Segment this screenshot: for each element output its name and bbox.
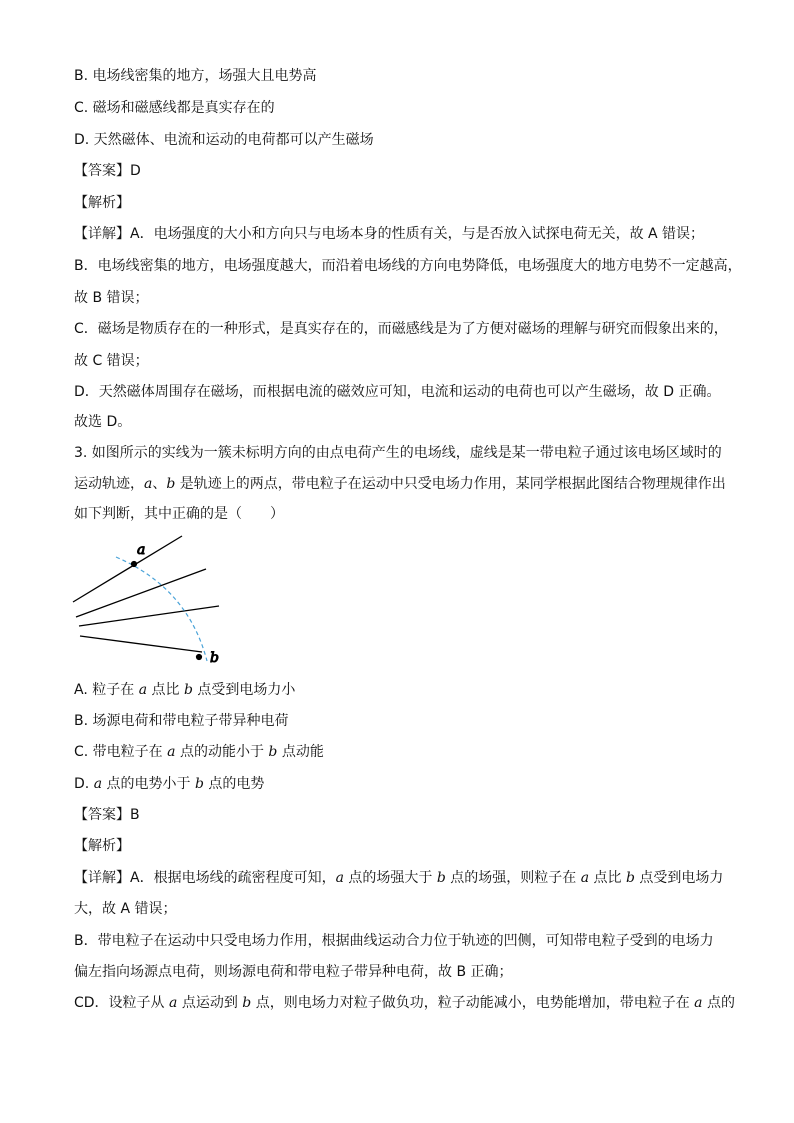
var-a: a [93, 776, 103, 792]
detail-text: 点运动到 [177, 995, 243, 1011]
opt-text: 点动能 [277, 744, 324, 760]
question-3-line1: 3. 如图所示的实线为一簇未标明方向的由点电荷产生的电场线，虚线是某一带电粒子通过该电场区域时的 [74, 445, 722, 461]
q3-text: 、 [152, 476, 167, 492]
analysis-label-q2: 【解析】 [74, 195, 130, 211]
detail-q2-line7: 故选 D。 [74, 414, 132, 430]
opt-text: 点比 [147, 682, 184, 698]
var-b: b [625, 870, 635, 886]
detail-q3-line4: 偏左指向场源点电荷，则场源电荷和带电粒子带异种电荷，故 B 正确； [74, 964, 513, 980]
detail-q3-line5 [74, 993, 735, 1013]
option-c-prev: C. 磁场和磁感线都是真实存在的 [74, 100, 275, 116]
field-line-figure [70, 533, 230, 665]
var-b: b [183, 682, 193, 698]
detail-q3-line1 [74, 868, 723, 888]
answer-q3: 【答案】B [74, 807, 140, 823]
opt-text: 点的动能小于 [175, 744, 269, 760]
point-b-label: b [210, 650, 219, 665]
var-a: a [335, 870, 344, 886]
particle-trajectory [116, 557, 207, 661]
field-line-3 [79, 606, 219, 626]
var-b: b [436, 870, 446, 886]
field-line-2 [76, 569, 206, 617]
detail-q2-line5: 故 C 错误； [74, 353, 149, 369]
detail-text: 点受到电场力 [634, 870, 724, 886]
var-a: a [138, 682, 148, 698]
detail-text: 点的 [702, 995, 735, 1011]
opt-text: 点受到电场力小 [192, 682, 296, 698]
point-b-dot [196, 654, 201, 659]
q3-text: 是轨迹上的两点，带电粒子在运动中只受电场力作用，某同学根据此图结合物理规律作出 [175, 476, 726, 492]
var-a: a [580, 870, 590, 886]
detail-text: 点比 [589, 870, 626, 886]
detail-text: 点，则电场力对粒子做负功，粒子动能减小，电势能增加，带电粒子在 [251, 995, 695, 1011]
detail-text: 点的场强，则粒子在 [445, 870, 581, 886]
var-a: a [144, 476, 153, 492]
field-line-4 [80, 636, 202, 652]
var-a: a [694, 995, 703, 1011]
option-a-q3 [74, 680, 295, 700]
detail-q2-line3: 故 B 错误； [74, 290, 149, 306]
detail-q3-line3: B．带电粒子在运动中只受电场力作用，根据曲线运动合力位于轨迹的凹侧，可知带电粒子受到的电场力 [74, 933, 714, 949]
point-a-dot [131, 561, 136, 566]
detail-text: 点的场强大于 [343, 870, 437, 886]
detail-text: CD．设粒子从 [74, 995, 170, 1011]
option-c-q3 [74, 742, 324, 762]
answer-q2: 【答案】D [74, 163, 141, 179]
analysis-label-q3: 【解析】 [74, 838, 130, 854]
opt-text: D. [74, 776, 94, 792]
var-b: b [166, 476, 176, 492]
var-b: b [268, 744, 278, 760]
opt-text: 点的电势 [203, 776, 265, 792]
field-line-1 [73, 536, 182, 602]
option-d-q3 [74, 774, 264, 794]
detail-q2-line2: B．电场线密集的地方，电场强度越大，而沿着电场线的方向电势降低，电场强度大的地方电势不一定越高， [74, 258, 742, 274]
option-b-prev: B. 电场线密集的地方，场强大且电势高 [74, 68, 317, 84]
option-d-prev: D. 天然磁体、电流和运动的电荷都可以产生磁场 [74, 132, 374, 148]
var-b: b [242, 995, 252, 1011]
question-3-line3: 如下判断，其中正确的是（ ） [74, 506, 284, 522]
opt-text: A. 粒子在 [74, 682, 139, 698]
var-a: a [169, 995, 178, 1011]
opt-text: C. 带电粒子在 [74, 744, 168, 760]
question-3-line2 [74, 474, 726, 494]
detail-q2-line1: 【详解】A．电场强度的大小和方向只与电场本身的性质有关，与是否放入试探电荷无关，故 A 错误； [74, 226, 705, 242]
detail-q2-line6: D．天然磁体周围存在磁场，而根据电流的磁效应可知，电流和运动的电荷也可以产生磁场，故 D 正确。 [74, 384, 721, 400]
q3-text: 运动轨迹， [74, 476, 144, 492]
option-b-q3: B. 场源电荷和带电粒子带异种电荷 [74, 713, 289, 729]
detail-q3-line2: 大，故 A 错误； [74, 901, 177, 917]
detail-text: 【详解】A．根据电场线的疏密程度可知， [74, 870, 336, 886]
var-b: b [194, 776, 204, 792]
var-a: a [167, 744, 176, 760]
detail-q2-line4: C．磁场是物质存在的一种形式，是真实存在的，而磁感线是为了方便对磁场的理解与研究而假象出来的， [74, 321, 728, 337]
point-a-label: a [137, 542, 146, 558]
opt-text: 点的电势小于 [102, 776, 195, 792]
